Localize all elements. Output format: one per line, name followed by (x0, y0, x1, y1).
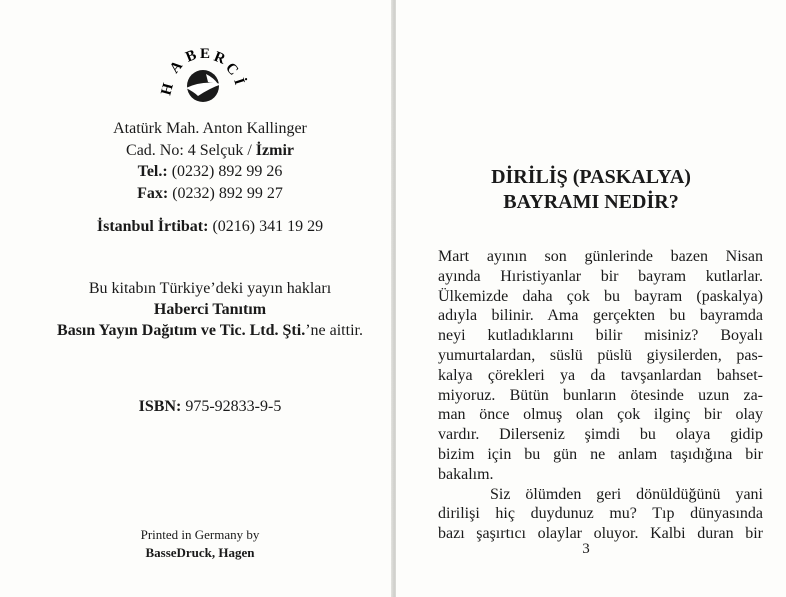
body-text (438, 247, 763, 544)
tel-line: Tel.: (0232) 892 99 26 (137, 163, 283, 180)
body-line: vardır. Dilerseniz şimdi bu olaya gidip (438, 426, 763, 444)
logo-letter: İ (230, 76, 248, 87)
body-line: Ülkemizde daha çok bu bayram (paskalya) (438, 287, 763, 305)
address-city: İzmir (255, 141, 294, 159)
body-line: yumurtalardan, süslü püslü giysilerden, pas- (438, 346, 763, 364)
body-line: Siz ölümden geri dönüldüğünü yani (490, 485, 763, 503)
body-line: bizim için bu gün ne anlam taşıdığına bir (438, 445, 763, 463)
title-line1: DİRİLİŞ (PASKALYA) (491, 166, 691, 188)
rights-line2: Haberci Tanıtım (153, 301, 267, 318)
body-line: adıyla bilinir. Ama gerçekten bu bayramda (438, 307, 763, 325)
body-line: neyi kutladıklarını bilir misiniz? Boyalı (438, 327, 763, 345)
haberci-logo (148, 44, 258, 114)
title-line2: BAYRAMI NEDİR? (503, 191, 679, 213)
logo-letter: R (211, 48, 228, 68)
isbn-line: ISBN: 975-92833-9-5 (138, 398, 282, 415)
rights-line3: Basın Yayın Dağıtım ve Tic. Ltd. Şti.’ne aittir. (57, 322, 363, 339)
body-line: Mart ayının son günlerinde bazen Nisan (438, 248, 763, 265)
body-line: man önce olmuş olan çok ilginç bir olay (438, 406, 763, 424)
fax-line: Fax: (0232) 892 99 27 (137, 184, 283, 202)
body-line: ayında Hıristiyanlar bir bayram kutlarlar. (438, 267, 763, 285)
body-line: bakalım. (438, 465, 494, 483)
istanbul-contact: İstanbul İrtibat: (0216) 341 19 29 (96, 218, 324, 235)
body-line: bazı şaşırtıcı olaylar oluyor. Kalbi duran bir (438, 525, 763, 543)
publisher-address (0, 118, 420, 204)
page-number: 3 (582, 541, 590, 557)
body-line: kalya çörekleri ya da tavşanlardan bahset- (438, 366, 763, 384)
logo-letter: C (222, 59, 242, 79)
copyright-notice (0, 278, 420, 341)
logo-letter: H (158, 81, 177, 98)
address-line1: Atatürk Mah. Anton Kallinger (113, 120, 307, 137)
printed-line2: BasseDruck, Hagen (145, 545, 255, 560)
logo-letter: B (183, 47, 199, 66)
body-line: miyoruz. Bütün bunların ötesinde uzun za- (438, 386, 763, 404)
address-line2: Cad. No: 4 Selçuk / İzmir (126, 141, 294, 159)
logo-letter: E (200, 46, 211, 62)
body-line: dirilişi hiç duydunuz mu? Tıp dünyasında (438, 505, 763, 523)
printed-line1: Printed in Germany by (140, 527, 260, 542)
printer-credit (0, 526, 400, 562)
rights-line1: Bu kitabın Türkiye’deki yayın hakları (88, 280, 332, 297)
chapter-title (396, 165, 786, 215)
logo-letter: A (166, 57, 187, 77)
